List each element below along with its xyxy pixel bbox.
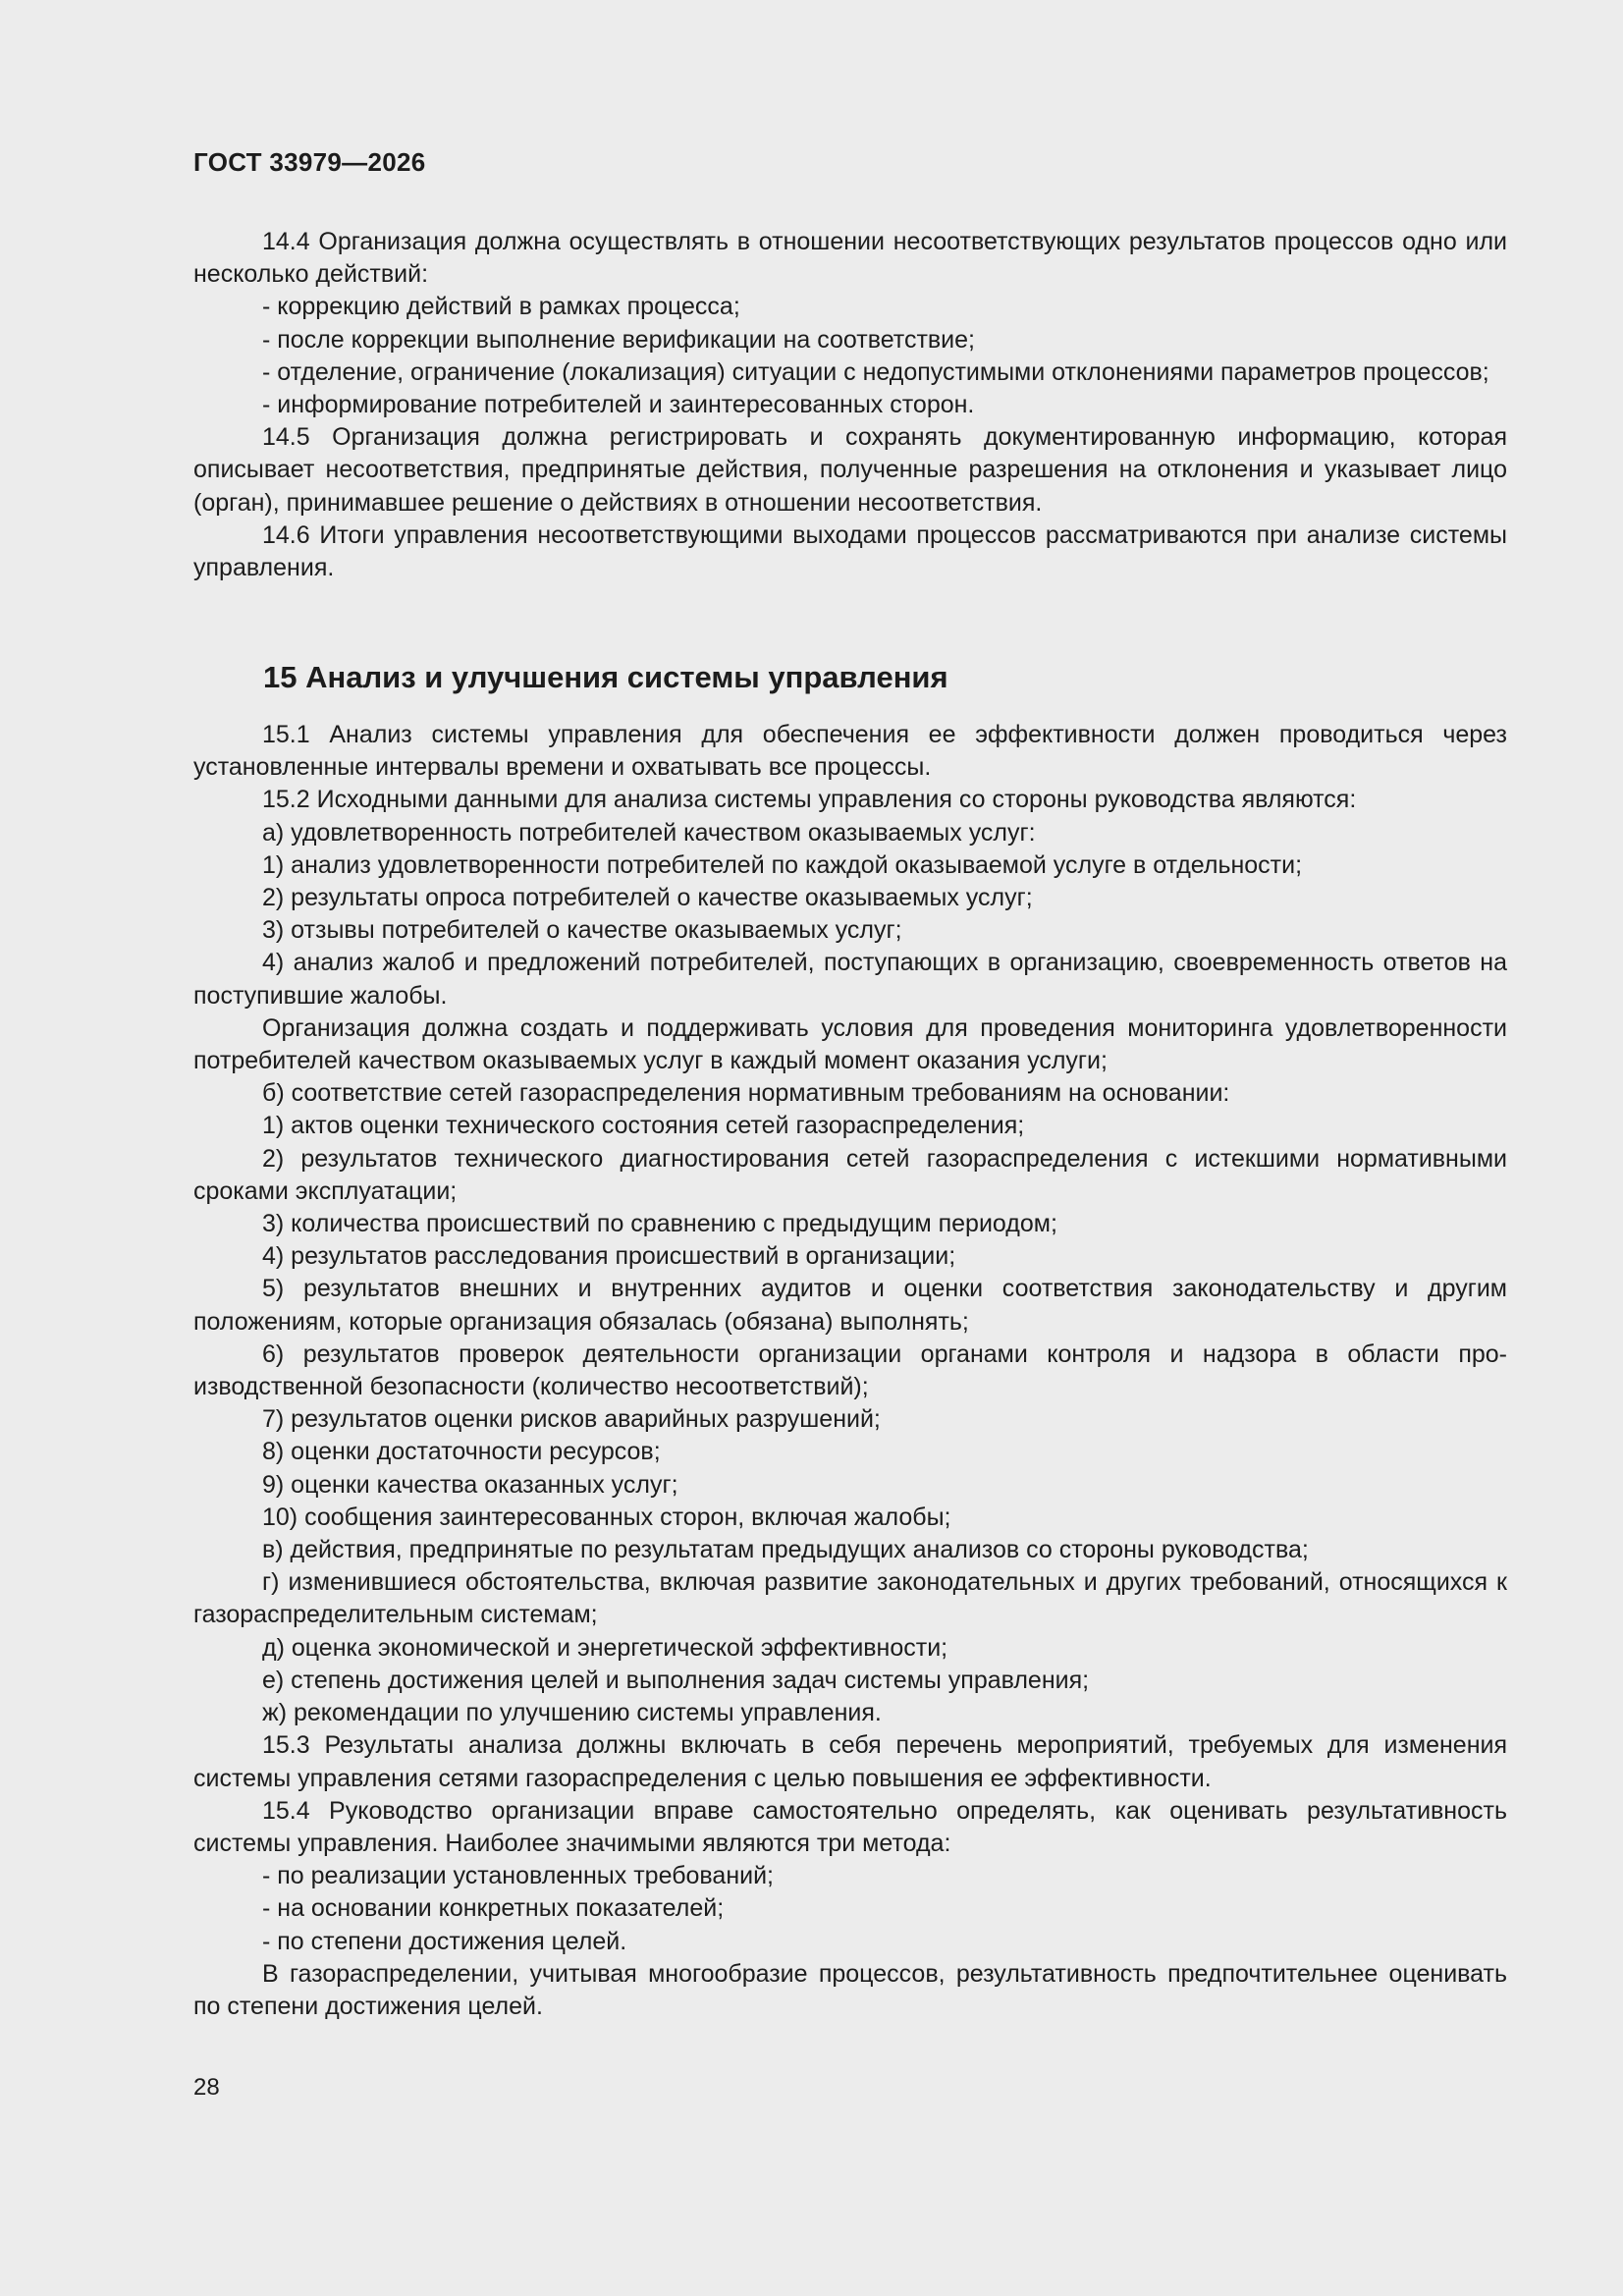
list-item: 4) анализ жалоб и предложений потребителей, поступающих в организацию, своевременность ответов на поступившие жалобы. — [193, 949, 1507, 1010]
list-item: - по реализации установленных требований; — [262, 1862, 774, 1890]
list-item: 7) результатов оценки рисков аварийных разрушений; — [262, 1405, 881, 1434]
list-item: 6) результатов проверок деятельности организации органами контроля и надзора в области производственной безопасности (количество несоответствий); — [193, 1339, 1507, 1401]
paragraph: 14.6 Итоги управления несоответствующими выходами процессов рассматриваются при анализе системы управления. — [193, 520, 1507, 582]
section-title: 15 Анализ и улучшения системы управления — [263, 660, 948, 694]
list-item: е) степень достижения целей и выполнения задач системы управления; — [262, 1666, 1090, 1694]
list-item: 3) отзывы потребителей о качестве оказываемых услуг; — [262, 916, 902, 945]
list-item: 1) актов оценки технического состояния сетей газораспределения; — [262, 1112, 1025, 1140]
document-header: ГОСТ 33979—2026 — [193, 147, 426, 177]
list-item: 1) анализ удовлетворенности потребителей по каждой оказываемой услуге в отдельности; — [262, 850, 1303, 879]
section-14-text — [193, 226, 1507, 584]
paragraph: 15.4 Руководство организации вправе самостоятельно определять, как оценивать результативность системы управления. Наиболее значимыми являются три метода: — [193, 1796, 1507, 1857]
paragraph: 14.4 Организация должна осуществлять в отношении несоответствующих результатов процессов одно или несколько действий: — [193, 228, 1507, 289]
list-item: б) соответствие сетей газораспределения нормативным требованиям на основании: — [262, 1079, 1230, 1108]
list-item: - после коррекции выполнение верификации на соответствие; — [262, 325, 976, 354]
paragraph: 15.1 Анализ системы управления для обеспечения ее эффективности должен проводиться через установленные интервалы времени и охватывать все процессы. — [193, 721, 1507, 782]
list-item: - информирование потребителей и заинтересованных сторон. — [262, 391, 975, 419]
paragraph: 14.5 Организация должна регистрировать и сохранять документированную информацию, которая описывает несоответствия, предпринятые действия, полученные разрешения на отклонения и указывает лицо (орган), принимавшее решение о действиях в отношении несоответствия. — [193, 423, 1507, 517]
list-item: - коррекцию действий в рамках процесса; — [262, 293, 740, 321]
list-item: - отделение, ограничение (локализация) ситуации с недопустимыми отклонениями параметров процессов; — [262, 357, 1489, 386]
list-item: в) действия, предпринятые по результатам предыдущих анализов со стороны руководства; — [262, 1536, 1309, 1564]
paragraph: 15.3 Результаты анализа должны включать в себя перечень мероприятий, требуемых для изменения системы управления сетями газораспределения с целью повышения ее эффективности. — [193, 1731, 1507, 1792]
list-item: 10) сообщения заинтересованных сторон, включая жалобы; — [262, 1503, 951, 1531]
paragraph: В газораспределении, учитывая многообразие процессов, результативность предпочтительнее оценивать по степени достижения целей. — [193, 1959, 1507, 2020]
list-item: 9) оценки качества оказанных услуг; — [262, 1470, 678, 1499]
paragraph: Организация должна создать и поддерживать условия для проведения мониторинга удовлетворенности потребителей качеством оказываемых услуг в каждый момент оказания услуги; — [193, 1013, 1507, 1075]
list-item: - по степени достижения целей. — [262, 1927, 627, 1955]
list-item: 2) результатов технического диагностирования сетей газораспределения с истекшими нормативными сроками эксплуатации; — [193, 1144, 1507, 1205]
list-item: д) оценка экономической и энергетической эффективности; — [262, 1633, 948, 1662]
list-item: 2) результаты опроса потребителей о качестве оказываемых услуг; — [262, 884, 1033, 912]
list-item: 4) результатов расследования происшествий в организации; — [262, 1242, 956, 1271]
list-item: 5) результатов внешних и внутренних аудитов и оценки соответствия законодательству и другим положениям, которые организация обязалась (обязана) выполнять; — [193, 1275, 1507, 1336]
list-item: а) удовлетворенность потребителей качеством оказываемых услуг: — [262, 818, 1036, 847]
list-item: 8) оценки достаточности ресурсов; — [262, 1438, 661, 1466]
page-number: 28 — [193, 2074, 220, 2101]
list-item: 3) количества происшествий по сравнению с предыдущим периодом; — [262, 1210, 1057, 1238]
paragraph: 15.2 Исходными данными для анализа системы управления со стороны руководства являются: — [262, 786, 1357, 814]
list-item: - на основании конкретных показателей; — [262, 1894, 725, 1923]
list-item: ж) рекомендации по улучшению системы управления. — [262, 1699, 882, 1727]
section-15-text — [193, 719, 1507, 2023]
list-item: г) изменившиеся обстоятельства, включая развитие законодательных и других требований, относящихся к газораспределительным системам; — [193, 1568, 1507, 1629]
